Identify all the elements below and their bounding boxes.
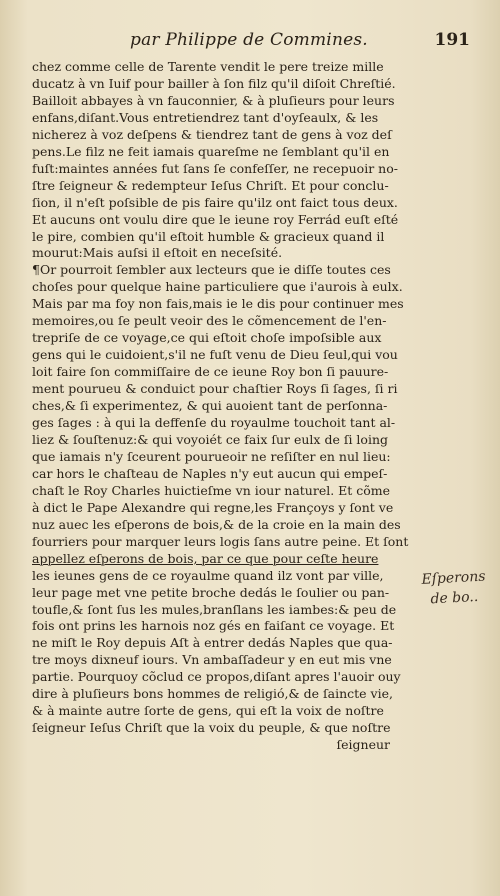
text-line: fourriers pour marquer leurs logis ſans autre peine. Et ſont	[32, 533, 409, 549]
text-line: ges ſages : à qui la deffenſe du royaulme touchoit tant al-	[32, 415, 396, 431]
text-line: gens qui le cuidoient,s'il ne fuſt venu de Dieu ſeul,qui vou	[32, 347, 398, 363]
margin-note-line: de bo..	[430, 588, 479, 608]
body-text	[32, 59, 410, 754]
text-line: les ieunes gens de ce royaulme quand ilz vont par ville,	[32, 567, 384, 583]
text-line: ches,& ſi experimentez, & qui auoient tant de perſonna-	[32, 398, 388, 414]
text-line: ne miſt le Roy depuis Aſt à entrer dedás Naples que qua-	[32, 635, 393, 651]
text-line: à dict le Pape Alexandre qui regne,les Françoys y ſont ve	[32, 499, 394, 515]
text-line: ſeigneur Ieſus Chriſt que la voix du peuple, & que noſtre	[32, 720, 391, 736]
text-line: Mais par ma foy non fais,mais ie le dis pour continuer mes	[32, 296, 404, 312]
page-header	[130, 30, 470, 56]
text-line: memoires,ou ſe peult veoir des le cõmencement de l'en-	[32, 313, 387, 329]
text-line: chez comme celle de Tarente vendit le pere treize mille	[32, 59, 384, 74]
text-line: nicherez à voz deſpens & tiendrez tant de gens à voz deſ	[32, 126, 392, 142]
text-line: que iamais n'y ſceurent pourueoir ne reſiſter en nul lieu:	[32, 448, 391, 464]
handwritten-margin-note	[421, 566, 493, 610]
text-line: leur page met vne petite broche dedás le ſoulier ou pan-	[32, 584, 390, 600]
margin-note-line: Eſperons	[421, 568, 486, 588]
text-line: pens.Le filz ne feit iamais quareſme ne ſemblant qu'il en	[32, 143, 390, 159]
page-number: 191	[434, 30, 470, 50]
text-line: ment pourueu & conduict pour chaſtier Roys ſi ſages, ſi ri	[32, 381, 398, 397]
text-line: ſtre ſeigneur & redempteur Ieſus Chriſt. Et pour conclu-	[32, 177, 389, 193]
text-line: le pire, combien qu'il eſtoit humble & gracieux quand il	[32, 228, 385, 244]
text-line: nuz auec les eſperons de bois,& de la croie en la main des	[32, 516, 401, 532]
text-line: & à mainte autre ſorte de gens, qui eſt la voix de noſtre	[32, 703, 384, 719]
text-line: loit faire ſon commiſſaire de ce ieune Roy bon ſi pauure-	[32, 364, 389, 380]
text-line: mourut:Mais auſsi il eſtoit en neceſsité.	[32, 245, 283, 261]
text-line: fois ont prins les harnois noz gés en faiſant ce voyage. Et	[32, 618, 395, 634]
text-line: car hors le chaſteau de Naples n'y eut aucun qui empeſ-	[32, 465, 388, 481]
text-line: Et aucuns ont voulu dire que le ieune roy Ferrád euſt eſté	[32, 211, 399, 227]
catchword: ſeigneur	[336, 737, 390, 753]
text-line: dire à pluſieurs bons hommes de religió,& de ſaincte vie,	[32, 686, 393, 702]
text-line: tre moys dixneuf iours. Vn ambaſſadeur y en eut mis vne	[32, 652, 392, 668]
text-line: chaſt le Roy Charles huictieſme vn iour naturel. Et cõme	[32, 482, 391, 498]
paragraph-start-line: ¶Or pourroit ſembler aux lecteurs que ie diſſe toutes ces	[32, 262, 391, 278]
text-line: ducatz à vn Iuif pour bailler à ſon filz qu'il diſoit Chreſtié.	[32, 75, 396, 91]
text-line: Bailloit abbayes à vn fauconnier, & à pluſieurs pour leurs	[32, 92, 395, 108]
text-line: choſes pour quelque haine particuliere que i'aurois à eulx.	[32, 279, 403, 295]
text-line: fuſt:maintes années fut ſans ſe confeſſer, ne recepuoir no-	[32, 160, 398, 176]
text-line: ſion, il n'eſt poſsible de pis faire qu'ilz ont faict tous deux.	[32, 194, 398, 210]
underlined-text-line: appellez eſperons de bois, par ce que pour ceſte heure	[32, 550, 379, 566]
running-head: par Philippe de Commines.	[130, 30, 368, 50]
text-line: liez & ſouſtenuz:& qui voyoiét ce faix ſur eulx de ſi loing	[32, 431, 388, 447]
text-line: trepriſe de ce voyage,ce qui eſtoit choſe impoſsible aux	[32, 330, 382, 346]
text-line: toufle,& ſont ſus les mules,branſlans les iambes:& peu de	[32, 601, 397, 617]
text-line: partie. Pourquoy cõclud ce propos,diſant apres l'auoir ouy	[32, 669, 401, 685]
text-line: enfans,diſant.Vous entretiendrez tant d'oyſeaulx, & les	[32, 109, 379, 125]
